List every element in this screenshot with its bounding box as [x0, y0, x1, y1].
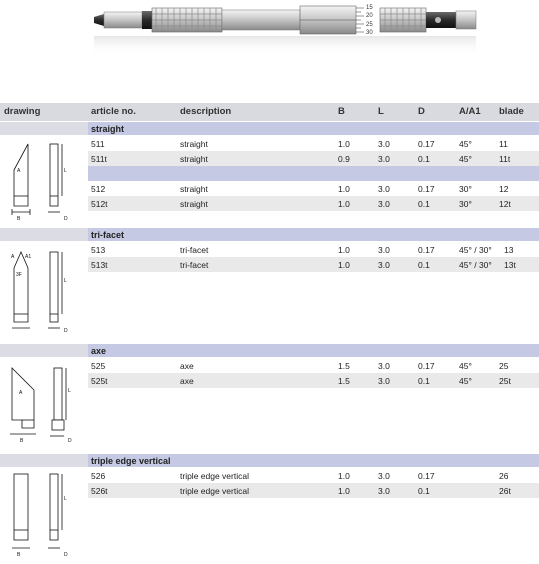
cell-article: 512t: [91, 198, 108, 209]
cell-blade: 11t: [499, 153, 511, 164]
header-description: description: [180, 106, 232, 117]
table-header: [0, 103, 539, 121]
header-b: B: [338, 106, 345, 117]
cell-article: 526: [91, 470, 106, 481]
cell-angle: 45°: [459, 360, 472, 371]
drawing-label-b: B: [17, 552, 21, 558]
drawing-label-l: L: [64, 168, 67, 174]
section-title-label: triple edge vertical: [91, 455, 171, 466]
cell-angle: 30°: [459, 198, 472, 209]
section-title-label: axe: [91, 345, 107, 356]
cell-article: 525: [91, 360, 106, 371]
drawing-label-d: D: [68, 438, 72, 444]
table-row: [88, 468, 539, 483]
drawing-label-b: B: [20, 438, 24, 444]
cell-blade: 13: [504, 244, 514, 255]
cell-d: 0.1: [418, 375, 430, 386]
cell-description: triple edge vertical: [180, 485, 249, 496]
cell-blade: 12: [499, 183, 509, 194]
cell-l: 3.0: [378, 138, 390, 149]
table-row: [88, 358, 539, 373]
drawing-label-d: D: [64, 552, 68, 558]
section-title-label: straight: [91, 123, 125, 134]
drawing-label-b: B: [17, 216, 21, 222]
section-band-left: [0, 228, 88, 241]
cell-d: 0.1: [418, 198, 430, 209]
cell-blade: 25t: [499, 375, 511, 386]
cell-description: straight: [180, 183, 208, 194]
cell-blade: 12t: [499, 198, 511, 209]
cell-d: 0.17: [418, 360, 435, 371]
cell-description: axe: [180, 360, 194, 371]
cell-b: 1.0: [338, 138, 350, 149]
table-row: [88, 151, 539, 166]
cell-l: 3.0: [378, 485, 390, 496]
table-row: [88, 373, 539, 388]
cell-d: 0.17: [418, 138, 435, 149]
cell-b: 1.0: [338, 244, 350, 255]
cell-blade: 26t: [499, 485, 511, 496]
cell-l: 3.0: [378, 375, 390, 386]
cell-description: triple edge vertical: [180, 470, 249, 481]
section-title-axe: [88, 344, 539, 357]
blade-drawing-straight: [6, 140, 78, 222]
scale-label: 25: [366, 22, 373, 28]
blade-drawing-tri-facet: [6, 246, 78, 332]
header-drawing: drawing: [4, 106, 41, 117]
drawing-label-l: L: [64, 278, 67, 284]
cell-l: 3.0: [378, 470, 390, 481]
header-article: article no.: [91, 106, 136, 117]
cell-d: 0.17: [418, 244, 435, 255]
cell-angle: 45° / 30°: [459, 244, 492, 255]
section-band-left: [0, 122, 88, 135]
cell-description: straight: [180, 153, 208, 164]
cell-b: 1.5: [338, 360, 350, 371]
blade-drawing-axe: [6, 362, 82, 444]
cell-article: 511: [91, 138, 105, 149]
header-a: A/A1: [459, 106, 481, 117]
section-band-left: [0, 454, 88, 467]
cell-article: 513t: [91, 259, 108, 270]
drawing-label-a: A: [11, 254, 15, 260]
scale-label: 20: [366, 13, 373, 19]
section-title-straight: [88, 122, 539, 135]
header-blade: blade: [499, 106, 524, 117]
cell-angle: 45°: [459, 153, 472, 164]
group-separator: [88, 166, 539, 181]
cell-blade: 11: [499, 138, 508, 149]
cell-d: 0.17: [418, 470, 435, 481]
cell-l: 3.0: [378, 198, 390, 209]
cell-article: 512: [91, 183, 106, 194]
cell-article: 513: [91, 244, 106, 255]
drawing-label-a: A: [19, 390, 23, 396]
section-band-left: [0, 344, 88, 357]
cell-article: 526t: [91, 485, 108, 496]
cell-d: 0.1: [418, 153, 430, 164]
section-title-label: tri-facet: [91, 229, 125, 240]
cell-blade: 25: [499, 360, 509, 371]
drawing-label-a: A: [17, 168, 21, 174]
table-row: [88, 196, 539, 211]
blade-drawing-triple-edge-vertical: [6, 470, 78, 558]
cell-d: 0.17: [418, 183, 435, 194]
cell-b: 1.0: [338, 198, 350, 209]
cell-angle: 30°: [459, 183, 472, 194]
table-row: [88, 181, 539, 196]
cell-description: straight: [180, 138, 208, 149]
table-row: [88, 242, 539, 257]
blade-holder-image: [80, 0, 480, 70]
header-l: L: [378, 106, 384, 117]
cell-l: 3.0: [378, 244, 390, 255]
section-title-tri-facet: [88, 228, 539, 241]
cell-b: 1.0: [338, 183, 350, 194]
drawing-label-3f: 3F: [16, 272, 22, 278]
cell-b: 1.0: [338, 485, 350, 496]
cell-description: straight: [180, 198, 208, 209]
drawing-label-d: D: [64, 216, 68, 222]
cell-l: 3.0: [378, 360, 390, 371]
cell-description: tri-facet: [180, 259, 209, 270]
cell-description: tri-facet: [180, 244, 209, 255]
drawing-label-l: L: [64, 496, 67, 502]
cell-article: 511t: [91, 153, 107, 164]
cell-angle: 45°: [459, 375, 472, 386]
cell-l: 3.0: [378, 259, 390, 270]
cell-blade: 26: [499, 470, 509, 481]
cell-b: 1.0: [338, 259, 350, 270]
scale-label: 30: [366, 30, 373, 36]
cell-l: 3.0: [378, 153, 390, 164]
cell-blade: 13t: [504, 259, 516, 270]
cell-angle: 45°: [459, 138, 472, 149]
table-row: [88, 257, 539, 272]
drawing-label-a1: A1: [25, 254, 32, 260]
cell-d: 0.1: [418, 259, 430, 270]
table-row: [88, 483, 539, 498]
cell-b: 1.5: [338, 375, 350, 386]
cell-l: 3.0: [378, 183, 390, 194]
table-row: [88, 136, 539, 151]
cell-description: axe: [180, 375, 194, 386]
cell-article: 525t: [91, 375, 108, 386]
header-d: D: [418, 106, 425, 117]
drawing-label-d: D: [64, 328, 68, 332]
scale-label: 15: [366, 5, 373, 11]
drawing-label-l: L: [68, 388, 71, 394]
cell-b: 0.9: [338, 153, 350, 164]
section-title-triple-edge-vertical: [88, 454, 539, 467]
cell-d: 0.1: [418, 485, 430, 496]
cell-b: 1.0: [338, 470, 350, 481]
cell-angle: 45° / 30°: [459, 259, 492, 270]
